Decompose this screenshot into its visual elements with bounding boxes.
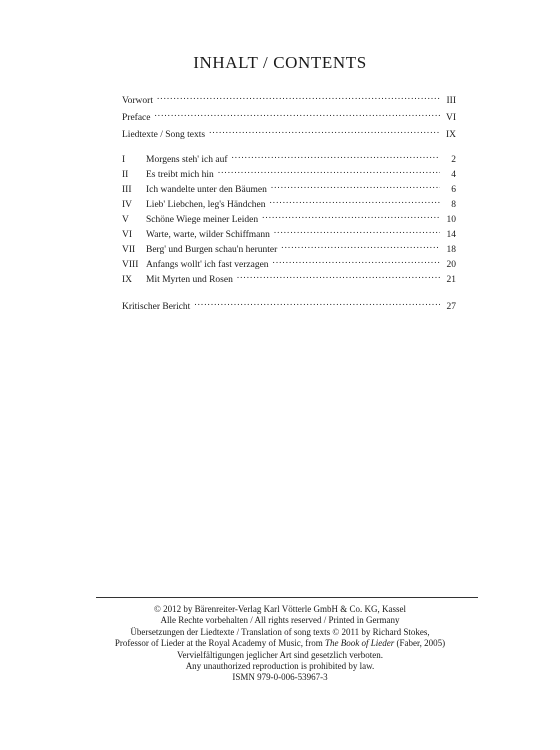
toc-entry-page: 27 — [446, 302, 456, 312]
reproduction-en-line: Any unauthorized reproduction is prohibited by law. — [185, 661, 375, 672]
toc-entry-label: Preface — [122, 113, 151, 123]
dot-leader — [270, 196, 441, 207]
song-number: VII — [122, 245, 136, 255]
song-page: 8 — [451, 200, 456, 210]
song-page: 6 — [451, 185, 456, 195]
dot-leader — [209, 126, 440, 137]
song-page: 14 — [446, 230, 456, 240]
dot-leader — [157, 92, 440, 103]
dot-leader — [154, 109, 440, 120]
translator-line — [60, 638, 500, 649]
copyright-line: © 2012 by Bärenreiter-Verlag Karl Vötterle GmbH & Co. KG, Kassel — [154, 604, 406, 614]
song-page: 21 — [446, 275, 456, 285]
song-number: I — [122, 155, 126, 165]
song-number: VI — [122, 230, 133, 240]
dot-leader — [281, 241, 440, 252]
page-title: INHALT / CONTENTS — [193, 53, 367, 72]
song-entry[interactable] — [122, 226, 456, 239]
song-entry[interactable] — [122, 151, 456, 164]
dot-leader — [274, 226, 440, 237]
song-title: Lieb' Liebchen, leg's Händchen — [146, 200, 266, 210]
song-number: IX — [122, 275, 133, 285]
rights-line: Alle Rechte vorbehalten / All rights reserved / Printed in Germany — [160, 615, 400, 626]
toc-entry-page: IX — [445, 130, 456, 140]
song-entry[interactable] — [122, 271, 456, 284]
song-title: Es treibt mich hin — [146, 170, 214, 180]
song-title: Warte, warte, wilder Schiffmann — [146, 230, 270, 240]
song-entry[interactable] — [122, 181, 456, 194]
toc-entry[interactable] — [122, 109, 456, 122]
song-page: 2 — [451, 155, 456, 165]
song-title: Anfangs wollt' ich fast verzagen — [146, 260, 269, 270]
song-number: II — [122, 170, 129, 180]
song-number: IV — [122, 200, 133, 210]
toc-entry-page: VI — [445, 113, 456, 123]
song-title: Schöne Wiege meiner Leiden — [146, 215, 259, 225]
imprint-divider — [96, 597, 478, 598]
translator-text: Professor of Lieder at the Royal Academy of Music, from — [114, 638, 326, 649]
dot-leader — [273, 256, 440, 267]
song-page: 20 — [446, 260, 456, 270]
song-page: 18 — [446, 245, 456, 255]
song-page: 10 — [446, 215, 456, 225]
publisher-text: (Faber, 2005) — [394, 638, 446, 649]
song-title: Morgens steh' ich auf — [146, 155, 228, 165]
song-number: V — [122, 215, 129, 225]
toc-entry-page: III — [446, 96, 456, 106]
song-entry[interactable] — [122, 196, 456, 209]
translation-line: Übersetzungen der Liedtexte / Translation of song texts © 2011 by Richard Stokes, — [130, 626, 430, 637]
dot-leader — [262, 211, 440, 222]
imprint-block — [60, 604, 500, 684]
dot-leader — [194, 298, 440, 309]
ismn-line: ISMN 979-0-006-53967-3 — [232, 672, 328, 683]
toc-entry-label: Liedtexte / Song texts — [122, 130, 206, 140]
song-entry[interactable] — [122, 211, 456, 224]
book-title: The Book of Lieder — [325, 638, 395, 649]
toc-entry[interactable] — [122, 92, 456, 105]
song-page: 4 — [451, 170, 456, 180]
song-title: Ich wandelte unter den Bäumen — [146, 185, 267, 195]
dot-leader — [271, 181, 440, 192]
dot-leader — [218, 166, 440, 177]
toc-entry-label: Kritischer Bericht — [122, 302, 191, 312]
toc-entry[interactable] — [122, 126, 456, 139]
song-title: Mit Myrten und Rosen — [146, 275, 233, 285]
song-number: VIII — [122, 260, 139, 270]
song-entry[interactable] — [122, 241, 456, 254]
reproduction-de-line: Vervielfältigungen jeglicher Art sind gesetzlich verboten. — [177, 649, 383, 660]
toc-entry-label: Vorwort — [122, 96, 153, 106]
song-entry[interactable] — [122, 166, 456, 179]
song-title: Berg' und Burgen schau'n herunter — [146, 245, 278, 255]
dot-leader — [237, 271, 440, 282]
toc-entry[interactable] — [122, 298, 456, 311]
dot-leader — [231, 151, 440, 162]
song-number: III — [122, 185, 132, 195]
song-entry[interactable] — [122, 256, 456, 269]
